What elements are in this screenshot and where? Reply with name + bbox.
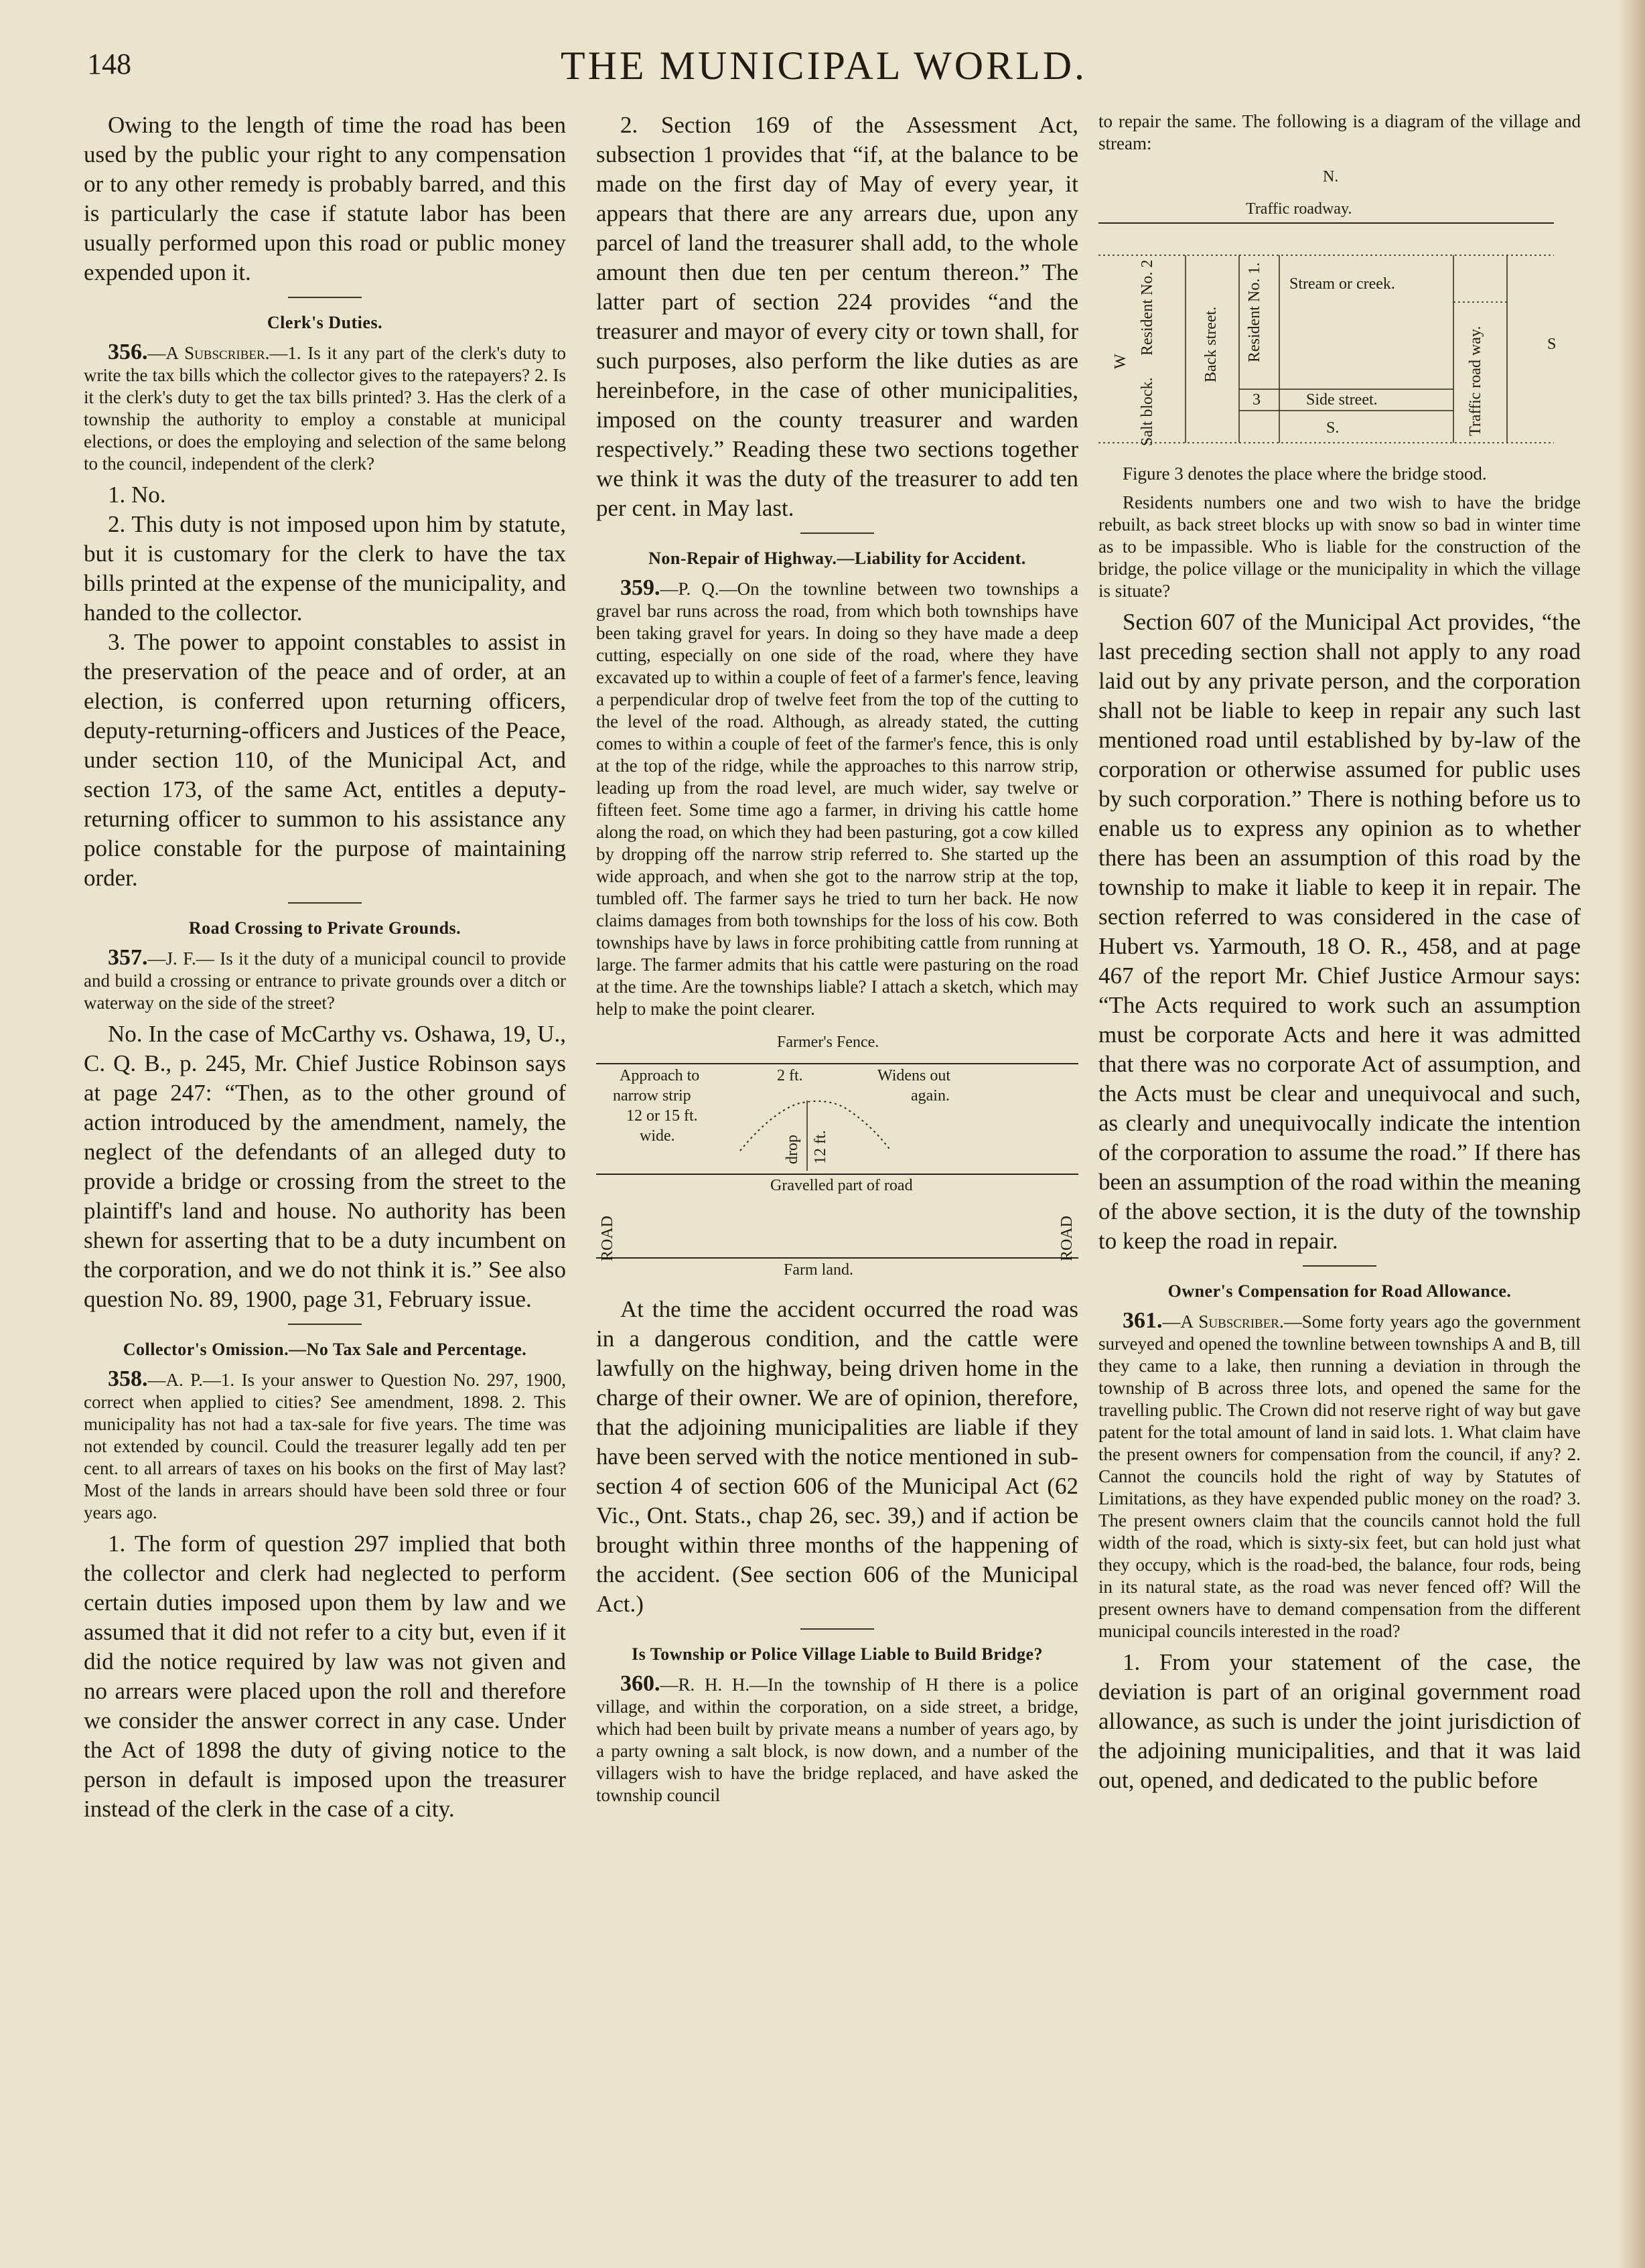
diagram-label-wide: wide. (640, 1127, 675, 1145)
question-number: 360. (620, 1671, 660, 1696)
section-heading: Road Crossing to Private Grounds. (188, 918, 461, 938)
answer-356-1: 1. No. (108, 482, 166, 508)
diagram-label-east: S (1547, 336, 1557, 353)
section-divider (1303, 1265, 1376, 1267)
question-author: J. F. (165, 948, 196, 969)
column-1 (84, 111, 566, 1824)
question-text: In the township of H there is a police village, and within the corporation, on a side street, a bridge, which had been built by private means a number of years ago, by a party owning a salt block, is now down, and a number of the villagers wish to have the bridge replaced, and have asked the township council (596, 1675, 1078, 1805)
question-359: 359.—P. Q.—On the townline between two townships a gravel bar runs across the road, from which both townships have been taking gravel for years. In doing so they have made a deep cutting, especially on one side of the road, where they have excavated up to within a couple of feet of a farmer's fence, leaving a perpendicular drop of twelve feet from the top of the cutting to the level of the road. Although, as already stated, the cutting comes to within a couple of feet of the farmer's fence, this is only at the top of the ridge, while the approaches to this narrow strip, leading up from the road level, are much wider, say twelve or fifteen feet. Some time ago a farmer, in driving his cattle home along the road, on which they had been pasturing, got a cow killed by dropping off the narrow strip referred to. She started up the wide approach, and when she got to the narrow strip at the top, tumbled off. The farmer says he tried to turn her back. He now claims damages from both townships for the loss of his cow. Both townships have by laws in force prohibiting cattle from running at large. The farmer admits that his cattle were pasturing on the road at the time. Are the townships liable? I attach a sketch, which may help to make the point clearer. (596, 575, 1078, 1019)
diagram-label-road-left: ROAD (599, 1215, 616, 1261)
section-heading: Owner's Compensation for Road Allowance. (1167, 1281, 1512, 1301)
farmers-fence-diagram (596, 1034, 1078, 1281)
paragraph: Owing to the length of time the road has been used by the public your right to any compensation or to any other remedy is probably barred, and this is particularly the case if statute labor has been usually performed upon this road or public money expended upon it. (84, 112, 566, 285)
answer-356-2: 2. This duty is not imposed upon him by statute, but it is customary for the clerk to have the tax bills printed at the expense of the municipality, and handed to the collector. (84, 511, 566, 626)
section-heading: Is Township or Police Village Liable to Build Bridge? (631, 1644, 1043, 1664)
diagram-label-approach: Approach to (620, 1067, 700, 1084)
diagram-label-north: N. (1323, 168, 1339, 186)
diagram-label-west: W (1112, 354, 1129, 369)
page-header (84, 44, 1564, 88)
diagram-label-side-street: Side street. (1306, 391, 1378, 409)
answer-357: No. In the case of McCarthy vs. Oshawa, 19, U., C. Q. B., p. 245, Mr. Chief Justice Robinson says at page 247: “Then, as to the other ground of action introduced by the amendment, namely, the neglect of the defendants of an alleged duty to provide a bridge or crossing from the street to the plaintiff's land and house. No authority has been shewn for asserting that to be a duty incumbent on the corporation, and we do not think it is.” See also question No. 89, 1900, page 31, February issue. (84, 1021, 566, 1312)
section-divider (800, 1628, 874, 1630)
question-number: 361. (1123, 1308, 1163, 1333)
question-text: On the townline between two townships a gravel bar runs across the road, from which both townships have been taking gravel for years. In doing so they have made a deep cutting, especially on one side of the road, where they have excavated up to within a couple of feet of a farmer's fence, leaving a perpendicular drop of twelve feet from the top of the cutting to the level of the road. Although, as already stated, the cutting comes to within a couple of feet of the farmer's fence, this is only at the top of the ridge, while the approaches to this narrow strip, leading up from the road level, are much wider, say twelve or fifteen feet. Some time ago a farmer, in driving his cattle home along the road, on which they had been pasturing, got a cow killed by dropping off the narrow strip referred to. She started up the wide approach, and when she got to the narrow strip at the top, tumbled off. The farmer says he tried to turn her back. He now claims damages from both townships for the loss of his cow. Both townships have by laws in force prohibiting cattle from running at large. The farmer admits that his cattle were pasturing on the road at the time. Are the townships liable? I attach a sketch, which may help to make the point clearer. (596, 579, 1078, 1019)
diagram-label-south: S. (1326, 419, 1340, 437)
question-number: 359. (620, 575, 660, 600)
diagram-label-width: 12 or 15 ft. (626, 1107, 698, 1125)
answer-361-1: 1. From your statement of the case, the deviation is part of an original government road allowance, as such is under the joint jurisdiction of the adjoining municipalities, and that it was laid out, opened, and dedicated to the public before (1098, 1649, 1581, 1793)
diagram-label-narrow-strip: narrow strip (613, 1087, 691, 1105)
page-number: 148 (87, 48, 131, 80)
answer-358-1: 1. The form of question 297 implied that both the collector and clerk had neglected to perform certain duties imposed upon them by law and we assumed that it did not refer to a city but, even if it did the notice required by law was not given and no arrears were placed upon the roll and therefore we consider the answer correct in any case. Under the Act of 1898 the duty of giving notice to the person in default is imposed upon the treasurer instead of the clerk in the case of a city. (84, 1531, 566, 1822)
question-text: 1. Is it any part of the clerk's duty to write the tax bills which the collector gives to the ratepayers? 2. Is it the clerk's duty to get the tax bills printed? 3. Has the clerk of a township the authority to employ a constable at municipal elections, or does the employing and selection of the same belong to the council, independent of the clerk? (84, 343, 566, 474)
diagram-label-back-street: Back street. (1202, 306, 1220, 382)
question-360-tail: Residents numbers one and two wish to have the bridge rebuilt, as back street blocks up with snow so bad in winter time as to be impassible. Who is liable for the construction of the bridge, the police village or the municipality in which the village is situate? (1098, 492, 1581, 601)
section-divider (800, 533, 874, 534)
question-356: 356.—A Subscriber.—1. Is it any part of the clerk's duty to write the tax bills which the collector gives to the ratepayers? 2. Is it the clerk's duty to get the tax bills printed? 3. Has the clerk of a township the authority to employ a constable at municipal elections, or does the employing and selection of the same belong to the council, independent of the clerk? (84, 340, 566, 474)
answer-359: At the time the accident occurred the road was in a dangerous condition, and the cattle were lawfully on the highway, being driven home in the charge of their owner. We are of opinion, therefore, that the adjoining municipalities are liable if they have been served with the notice mentioned in sub-section 4 of section 606 of the Municipal Act (62 Vic., Ont. Stats., chap 26, sec. 39,) and if action be brought within three months of the happening of the accident. (See section 606 of the Municipal Act.) (596, 1296, 1078, 1617)
diagram-label-resident-1: Resident No. 1. (1246, 262, 1263, 362)
section-heading: Non-Repair of Highway.—Liability for Accident. (648, 549, 1026, 568)
diagram-label-again: again. (911, 1087, 950, 1105)
diagram-label-traffic-road-way: Traffic road way. (1467, 326, 1484, 436)
diagram-label-salt-block: Salt block. (1139, 377, 1156, 446)
question-author: P. Q. (678, 579, 719, 599)
figure-caption: Figure 3 denotes the place where the bridge stood. (1123, 464, 1487, 484)
masthead-title: THE MUNICIPAL WORLD. (560, 44, 1088, 88)
column-3 (1098, 111, 1581, 1795)
diagram-label-farm-land: Farm land. (784, 1261, 853, 1279)
diagram-label-drop: drop (784, 1135, 801, 1164)
diagram-label-twelve-ft: 12 ft. (812, 1130, 829, 1164)
question-text: Some forty years ago the government surveyed and opened the townline between townships A and B, till they came to a lake, then running a deviation in through the township of B across three lots, and opened the same for the travelling public. The Crown did not reserve right of way but gave patent for the total amount of land in said lots. 1. What claim have the present owners for compensation from the council, if any? 2. Cannot the councils hold the right of way by Statutes of Limitations, as they have expended public money on the road? 3. The present owners claim that the councils cannot hold the full width of the road, which is sixty-six feet, but can hold just what they occupy, which is the road-bed, the balance, four rods, being in its natural state, as the road was never fenced off? Will the present owners have to demand compensation from the different municipal councils interested in the road? (1098, 1312, 1581, 1641)
question-author: R. H. H. (678, 1675, 750, 1695)
diagram-label-farmers-fence: Farmer's Fence. (777, 1034, 879, 1051)
column-2 (596, 111, 1078, 1806)
diagram-label-road-right: ROAD (1058, 1215, 1076, 1261)
question-author: A. P. (165, 1370, 203, 1390)
diagram-label-stream: Stream or creek. (1289, 275, 1395, 293)
answer-356-3: 3. The power to appoint constables to assist in the preservation of the peace and of order, at an election, is conferred upon returning officers, deputy-returning-officers and Justices of the Peace, under section 110, of the Municipal Act, and section 173, of the same Act, entitles a deputy-returning officer to summon to his assistance any police constable for the purpose of maintaining order. (84, 629, 566, 891)
diagram-label-gravelled: Gravelled part of road (770, 1177, 913, 1194)
question-360: 360.—R. H. H.—In the township of H there is a police village, and within the corporation, on a side street, a bridge, which had been built by private means a number of years ago, by a party owning a salt block, is now down, and a number of the villagers wish to have the bridge replaced, and have asked the township council (596, 1671, 1078, 1805)
village-stream-diagram (1098, 168, 1581, 449)
question-360-continued: to repair the same. The following is a diagram of the village and stream: (1098, 111, 1581, 153)
question-text: Is it the duty of a municipal council to provide and build a crossing or entrance to private grounds over a ditch or waterway on the side of the street? (84, 948, 566, 1013)
question-361: 361.—A Subscriber.—Some forty years ago the government surveyed and opened the townline between townships A and B, till they came to a lake, then running a deviation in through the township of B across three lots, and opened the same for the travelling public. The Crown did not reserve right of way but gave patent for the total amount of land in said lots. 1. What claim have the present owners for compensation from the council, if any? 2. Cannot the councils hold the right of way by Statutes of Limitations, as they have expended public money on the road? 3. The present owners claim that the councils cannot hold the full width of the road, which is sixty-six feet, but can hold just what they occupy, which is the road-bed, the balance, four rods, being in its natural state, as the road was never fenced off? Will the present owners have to demand compensation from the different municipal councils interested in the road? (1098, 1308, 1581, 1641)
diagram-label-three: 3 (1253, 391, 1261, 409)
section-divider (288, 297, 362, 298)
diagram-label-traffic-roadway: Traffic roadway. (1246, 200, 1352, 218)
question-357: 357.—J. F.— Is it the duty of a municipal council to provide and build a crossing or entrance to private grounds over a ditch or waterway on the side of the street? (84, 945, 566, 1013)
question-author: A Subscriber. (165, 343, 270, 363)
question-number: 356. (108, 340, 148, 364)
answer-360: Section 607 of the Municipal Act provides, “the last preceding section shall not apply to any road laid out by any private person, and the corporation shall not be liable to keep in repair any such last mentioned road until established by by-law of the corporation or otherwise assumed for public uses by such corporation.” There is nothing before us to enable us to express any opinion as to whether there has been an assumption of this road by the township to make it liable to keep it in repair. The section referred to was considered in the case of Hubert vs. Yarmouth, 18 O. R., 458, and at page 467 of the report Mr. Chief Justice Armour says: “The Acts required to work such an assumption must be corporate Acts and here it was admitted that there was no corporate Act of assumption, and the Acts must be clear and unequivocal and such, as clearly and unequivocally indicate the intention of the corporation to assume the road.” If there has been an assumption of the road within the meaning of the above section, it is the duty of the township to keep the road in repair. (1098, 609, 1581, 1254)
diagram-label-two-ft: 2 ft. (777, 1067, 803, 1084)
question-text: 1. Is your answer to Question No. 297, 1900, correct when applied to cities? See amendment, 1898. 2. This municipality has not had a tax-sale for five years. The time was not extended by council. Could the treasurer legally add ten per cent. to all arrears of taxes on his books on the first of May last? Most of the lands in arrears should have been sold three or four years ago. (84, 1370, 566, 1522)
question-author: A Subscriber. (1180, 1312, 1284, 1332)
page-spine-shadow (1618, 0, 1645, 2268)
section-divider (288, 1324, 362, 1325)
diagram-label-resident-2: Resident No. 2 (1139, 259, 1156, 356)
section-divider (288, 902, 362, 904)
question-number: 357. (108, 945, 148, 970)
section-heading: Clerk's Duties. (267, 313, 383, 332)
diagram-label-widens-out: Widens out (877, 1067, 951, 1084)
question-number: 358. (108, 1366, 148, 1391)
section-heading: Collector's Omission.—No Tax Sale and Percentage. (123, 1340, 527, 1359)
question-358: 358.—A. P.—1. Is your answer to Question No. 297, 1900, correct when applied to cities? See amendment, 1898. 2. This municipality has not had a tax-sale for five years. The time was not extended by council. Could the treasurer legally add ten per cent. to all arrears of taxes on his books on the first of May last? Most of the lands in arrears should have been sold three or four years ago. (84, 1366, 566, 1522)
answer-358-2: 2. Section 169 of the Assessment Act, subsection 1 provides that “if, at the balance to be made on the first day of May of every year, it appears that there are any arrears due, upon any parcel of land the treasurer shall add, to the whole amount then due ten per centum thereon.” The latter part of section 224 provides “and the treasurer and mayor of every city or town shall, for such purposes, also perform the like duties as are hereinbefore, in the case of other municipalities, imposed on the county treasurer and warden respectively.” Reading these two sections together we think it was the duty of the treasurer to add ten per cent. in May last. (596, 112, 1078, 521)
